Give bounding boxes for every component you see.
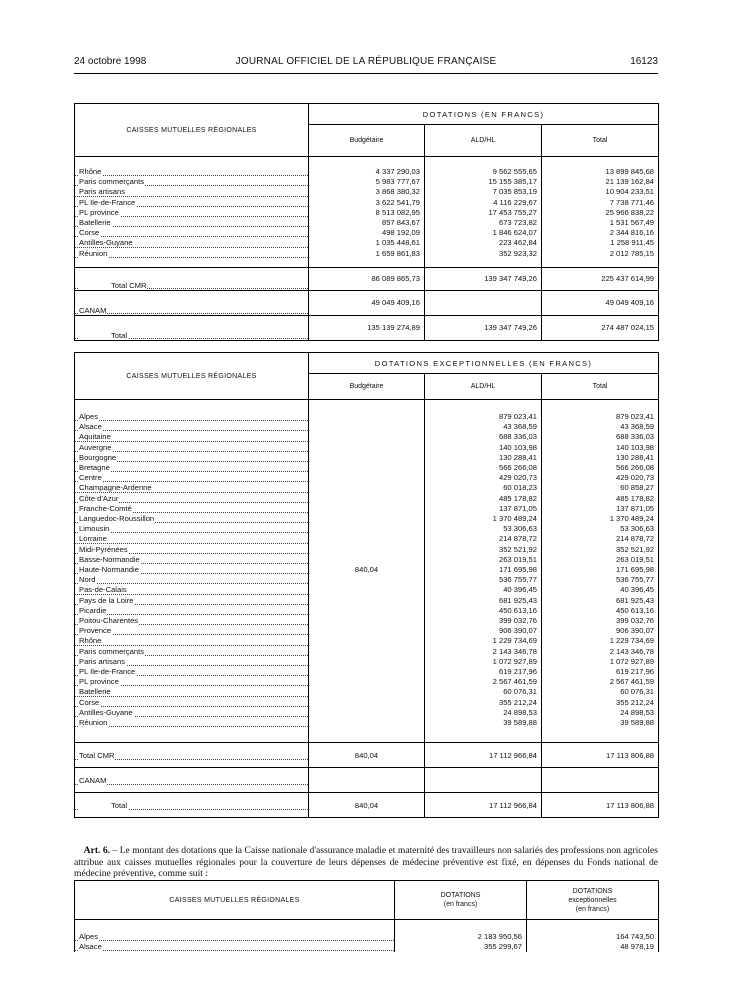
row-label: Lorraine [79,534,107,544]
row-label: PL province [79,677,119,687]
row-label: PL Ile-de-France [79,667,136,677]
row-name [75,585,309,595]
row-name [75,238,309,248]
ald-hl-cell: 17 453 755,27 [425,208,542,218]
row-label: Batellerie [79,687,111,697]
ald-hl-cell: 1 846 624,07 [425,228,542,238]
dotations-header [395,881,527,920]
ald-hl-cell: 130 288,41 [425,453,542,463]
total-cell: 688 336,03 [542,432,659,442]
value-cell: 49 049 409,16 [309,290,425,315]
row-label: Paris artisans [79,187,126,197]
column-header: Total [542,125,659,157]
budgetaire-cell: 1 035 448,61 [309,238,425,248]
row-label: Pas-de-Calais [79,585,127,595]
total-cell: 60 076,31 [542,687,659,697]
row-label: Réunion [79,718,108,728]
row-label: Limousin [79,524,110,534]
value-cell: 17 112 966,84 [425,743,542,768]
ald-hl-cell: 2 567 461,59 [425,677,542,687]
ald-hl-cell: 60 076,31 [425,687,542,697]
row-name [75,453,309,463]
budgetaire-cell: 3 622 541,79 [309,198,425,208]
row-label: Franche-Comté [79,503,132,513]
column-label-header: CAISSES MUTUELLES RÉGIONALES [75,353,309,400]
row-name [75,677,309,687]
row-name [75,793,309,818]
row-label: Alpes [79,932,98,941]
budgetaire-cell: 1 659 861,83 [309,249,425,259]
value-cell: 139 347 749,26 [425,267,542,290]
row-label: Midi-Pyrénées [79,544,128,554]
row-name [75,942,395,952]
total-cell: 399 032,76 [542,616,659,626]
row-name [75,290,309,315]
table-header-row [75,104,659,125]
group-header: DOTATIONS EXCEPTIONNELLES (EN FRANCS) [309,353,659,374]
budgetaire-cell: 498 192,09 [309,228,425,238]
canam-row [75,768,659,793]
ald-hl-cell: 53 306,63 [425,524,542,534]
ald-hl-cell: 1 229 734,69 [425,636,542,646]
row-label: Champagne-Ardenne [79,483,152,493]
row-name [75,698,309,708]
row-name [75,636,309,646]
value-cell [309,768,425,793]
row-label: Bretagne [79,463,110,473]
row-name [75,432,309,442]
table-row [75,167,659,177]
total-cell: 879 023,41 [542,412,659,422]
medecine-preventive-table [74,880,659,952]
page-header [74,56,658,70]
ald-hl-cell: 619 217,96 [425,667,542,677]
total-cell: 1 370 489,24 [542,514,659,524]
total-cell: 355 212,24 [542,698,659,708]
column-header: ALD/HL [425,374,542,400]
row-name [75,534,309,544]
total-cell: 2 567 461,59 [542,677,659,687]
column-label-header: CAISSES MUTUELLES RÉGIONALES [75,881,395,920]
value-cell: 135 139 274,89 [309,315,425,340]
row-name [75,177,309,187]
ald-hl-cell: 171 695,98 [425,565,542,575]
value-cell: 840,04 [309,743,425,768]
ald-hl-cell: 688 336,03 [425,432,542,442]
ald-hl-cell: 39 589,88 [425,718,542,728]
total-cell: 2 344 816,16 [542,228,659,238]
group-header: DOTATIONS (EN FRANCS) [309,104,659,125]
budgetaire-cell: 857 843,67 [309,218,425,228]
total-cell: 60 858,27 [542,483,659,493]
total-cell: 1 531 567,49 [542,218,659,228]
row-name [75,647,309,657]
row-name [75,545,309,555]
total-cell: 619 217,96 [542,667,659,677]
value-cell: 17 112 966,84 [425,793,542,818]
budgetaire-single-cell: 840,04 [309,412,425,728]
row-label: Total [79,331,128,340]
row-name [75,575,309,585]
total-cell: 39 589,88 [542,718,659,728]
row-label: Alsace [79,422,102,432]
journal-title: JOURNAL OFFICIEL DE LA RÉPUBLIQUE FRANÇAISE [235,56,497,67]
column-header: Budgétaire [309,374,425,400]
total-cell: 906 390,07 [542,626,659,636]
row-label: Centre [79,473,102,483]
row-name [75,422,309,432]
row-name [75,514,309,524]
total-cell: 681 925,43 [542,596,659,606]
row-label: Corse [79,697,100,707]
row-name [75,504,309,514]
total-cmr-row [75,267,659,290]
row-name [75,565,309,575]
budgetaire-cell: 4 337 290,03 [309,167,425,177]
row-name [75,494,309,504]
total-cell: 40 396,45 [542,585,659,595]
ald-hl-cell: 15 155 385,17 [425,177,542,187]
row-name [75,524,309,534]
ald-hl-cell: 429 020,73 [425,473,542,483]
ald-hl-cell: 1 072 927,89 [425,657,542,667]
total-cell: 21 139 162,84 [542,177,659,187]
row-label: Pays de la Loire [79,595,134,605]
value-cell [425,768,542,793]
row-label: Alpes [79,412,98,421]
ald-hl-cell: 7 035 853,19 [425,187,542,197]
article-6-paragraph [74,845,658,880]
row-label: Total [79,801,128,810]
budgetaire-cell: 8 513 082,95 [309,208,425,218]
exceptionnelles-cell: 48 978,19 [527,942,659,952]
row-name [75,267,309,290]
row-name [75,708,309,718]
ald-hl-cell: 40 396,45 [425,585,542,595]
column-header: Total [542,374,659,400]
row-name [75,315,309,340]
ald-hl-cell: 485 178,82 [425,494,542,504]
row-label: PL province [79,207,119,217]
table-row [75,187,659,197]
row-name [75,443,309,453]
article-number: Art. 6. [83,845,111,856]
value-cell: 86 089 865,73 [309,267,425,290]
ald-hl-cell: 4 116 229,67 [425,198,542,208]
row-label: Total CMR [79,281,147,290]
value-cell: 225 437 614,99 [542,267,659,290]
row-label: Rhône [79,167,102,176]
total-cmr-row [75,743,659,768]
row-label: Auvergne [79,442,112,452]
column-header: ALD/HL [425,125,542,157]
total-cell: 10 904 233,51 [542,187,659,197]
ald-hl-cell: 906 390,07 [425,626,542,636]
row-name [75,555,309,565]
ald-hl-cell: 399 032,76 [425,616,542,626]
ald-hl-cell: 681 925,43 [425,596,542,606]
row-label: Paris commerçants [79,646,144,656]
table-row [75,177,659,187]
row-name [75,657,309,667]
row-name [75,198,309,208]
table-row [75,932,659,942]
total-cell: 13 899 845,68 [542,167,659,177]
header-line: (en francs) [575,905,610,913]
dotations-cell: 2 183 950,56 [395,932,527,942]
total-cell: 130 288,41 [542,453,659,463]
row-label: Aquitaine [79,432,111,442]
ald-hl-cell: 24 898,53 [425,708,542,718]
row-name [75,167,309,177]
ald-hl-cell: 879 023,41 [425,412,542,422]
row-name [75,412,309,422]
row-label: Provence [79,626,112,636]
ald-hl-cell: 60 018,23 [425,483,542,493]
budgetaire-cell: 3 868 380,32 [309,187,425,197]
total-cell: 1 229 734,69 [542,636,659,646]
row-label: Batellerie [79,218,111,228]
row-name [75,187,309,197]
ald-hl-cell: 450 613,16 [425,606,542,616]
row-name [75,626,309,636]
row-label: Basse-Normandie [79,554,140,564]
grand-total-row [75,315,659,340]
column-label-header: CAISSES MUTUELLES RÉGIONALES [75,104,309,157]
total-cell: 263 019,51 [542,555,659,565]
row-name [75,228,309,238]
row-label: Bourgogne [79,452,117,462]
row-label: Côte d'Azur [79,493,119,503]
row-label: Rhône [79,636,102,646]
ald-hl-cell: 355 212,24 [425,698,542,708]
total-cell: 140 103,98 [542,443,659,453]
row-label: Paris commerçants [79,177,144,187]
table-row [75,942,659,952]
row-label: Nord [79,575,96,585]
row-name [75,667,309,677]
value-cell [542,768,659,793]
row-name [75,596,309,606]
row-name [75,249,309,259]
total-cell: 1 072 927,89 [542,657,659,667]
table-row [75,249,659,259]
total-cell: 53 306,63 [542,524,659,534]
total-cell: 7 738 771,46 [542,198,659,208]
header-rule [74,73,658,74]
ald-hl-cell: 1 370 489,24 [425,514,542,524]
total-cell: 485 178,82 [542,494,659,504]
dotations-exceptionnelles-table [74,352,659,818]
ald-hl-cell: 263 019,51 [425,555,542,565]
row-label: Antilles-Guyane [79,707,133,717]
row-name [75,768,309,793]
value-cell [425,290,542,315]
value-cell: 17 113 806,88 [542,743,659,768]
header-line: DOTATIONS [572,887,613,895]
row-label: Total CMR [79,750,115,760]
row-label: Réunion [79,248,108,258]
ald-hl-cell: 43 368,59 [425,422,542,432]
header-line: exceptionnelles [568,896,617,904]
row-name [75,473,309,483]
row-name [75,483,309,493]
article-text: – Le montant des dotations que la Caisse nationale d'assurance maladie et maternité des travailleurs non salariés des professions non agricoles attribue aux caisses mutuelles régionales pour la couverture de leurs dépenses de médecine préventive est fixé, en dépenses du Fonds national de médecine préventive, comme suit : [74,845,659,879]
table-row [75,238,659,248]
row-name [75,718,309,728]
table-row [75,218,659,228]
total-cell: 25 966 838,22 [542,208,659,218]
exceptionnelles-cell: 164 743,50 [527,932,659,942]
value-cell: 17 113 806,88 [542,793,659,818]
row-name [75,463,309,473]
total-cell: 450 613,16 [542,606,659,616]
total-cell: 1 258 911,45 [542,238,659,248]
row-label: CANAM [79,305,107,315]
canam-row [75,290,659,315]
dotations-cell: 355 299,67 [395,942,527,952]
value-cell: 139 347 749,26 [425,315,542,340]
ald-hl-cell: 140 103,98 [425,443,542,453]
total-cell: 352 521,92 [542,545,659,555]
page-number: 16123 [630,56,658,67]
ald-hl-cell: 352 521,92 [425,545,542,555]
row-label: Alsace [79,942,102,952]
row-name [75,616,309,626]
total-cell: 2 143 346,78 [542,647,659,657]
total-cell: 43 368,59 [542,422,659,432]
budgetaire-cell: 5 983 777,67 [309,177,425,187]
dotations-exceptionnelles-header [527,881,659,920]
total-cell: 429 020,73 [542,473,659,483]
grand-total-row [75,793,659,818]
row-name [75,743,309,768]
ald-hl-cell: 9 562 555,65 [425,167,542,177]
total-cell: 566 266,08 [542,463,659,473]
row-name [75,687,309,697]
total-cell: 536 755,77 [542,575,659,585]
row-label: PL Ile-de-France [79,197,136,207]
ald-hl-cell: 352 923,32 [425,249,542,259]
value-cell: 49 049 409,16 [542,290,659,315]
ald-hl-cell: 214 878,72 [425,534,542,544]
total-cell: 2 012 785,15 [542,249,659,259]
column-header: Budgétaire [309,125,425,157]
ald-hl-cell: 673 723,82 [425,218,542,228]
row-label: Antilles-Guyane [79,238,133,248]
row-label: CANAM [79,775,107,785]
header-line: DOTATIONS [440,892,481,899]
row-label: Paris artisans [79,656,126,666]
value-cell: 840,04 [309,793,425,818]
row-label: Languedoc-Roussillon [79,514,155,524]
row-name [75,218,309,228]
table-row [75,208,659,218]
ald-hl-cell: 223 462,84 [425,238,542,248]
total-cell: 137 871,05 [542,504,659,514]
row-label: Corse [79,228,100,238]
row-name [75,932,395,942]
issue-date: 24 octobre 1998 [74,56,147,67]
table-row [75,412,659,422]
row-label: Poitou-Charentes [79,616,139,626]
ald-hl-cell: 137 871,05 [425,504,542,514]
row-name [75,208,309,218]
total-cell: 214 878,72 [542,534,659,544]
ald-hl-cell: 2 143 346,78 [425,647,542,657]
header-line: (en francs) [443,901,478,908]
table-row [75,198,659,208]
row-name [75,606,309,616]
row-label: Picardie [79,605,107,615]
ald-hl-cell: 536 755,77 [425,575,542,585]
ald-hl-cell: 566 266,08 [425,463,542,473]
row-label: Haute-Normandie [79,565,139,575]
table-row [75,228,659,238]
value-cell: 274 487 024,15 [542,315,659,340]
total-cell: 24 898,53 [542,708,659,718]
total-cell: 171 695,98 [542,565,659,575]
dotations-table [74,103,659,341]
